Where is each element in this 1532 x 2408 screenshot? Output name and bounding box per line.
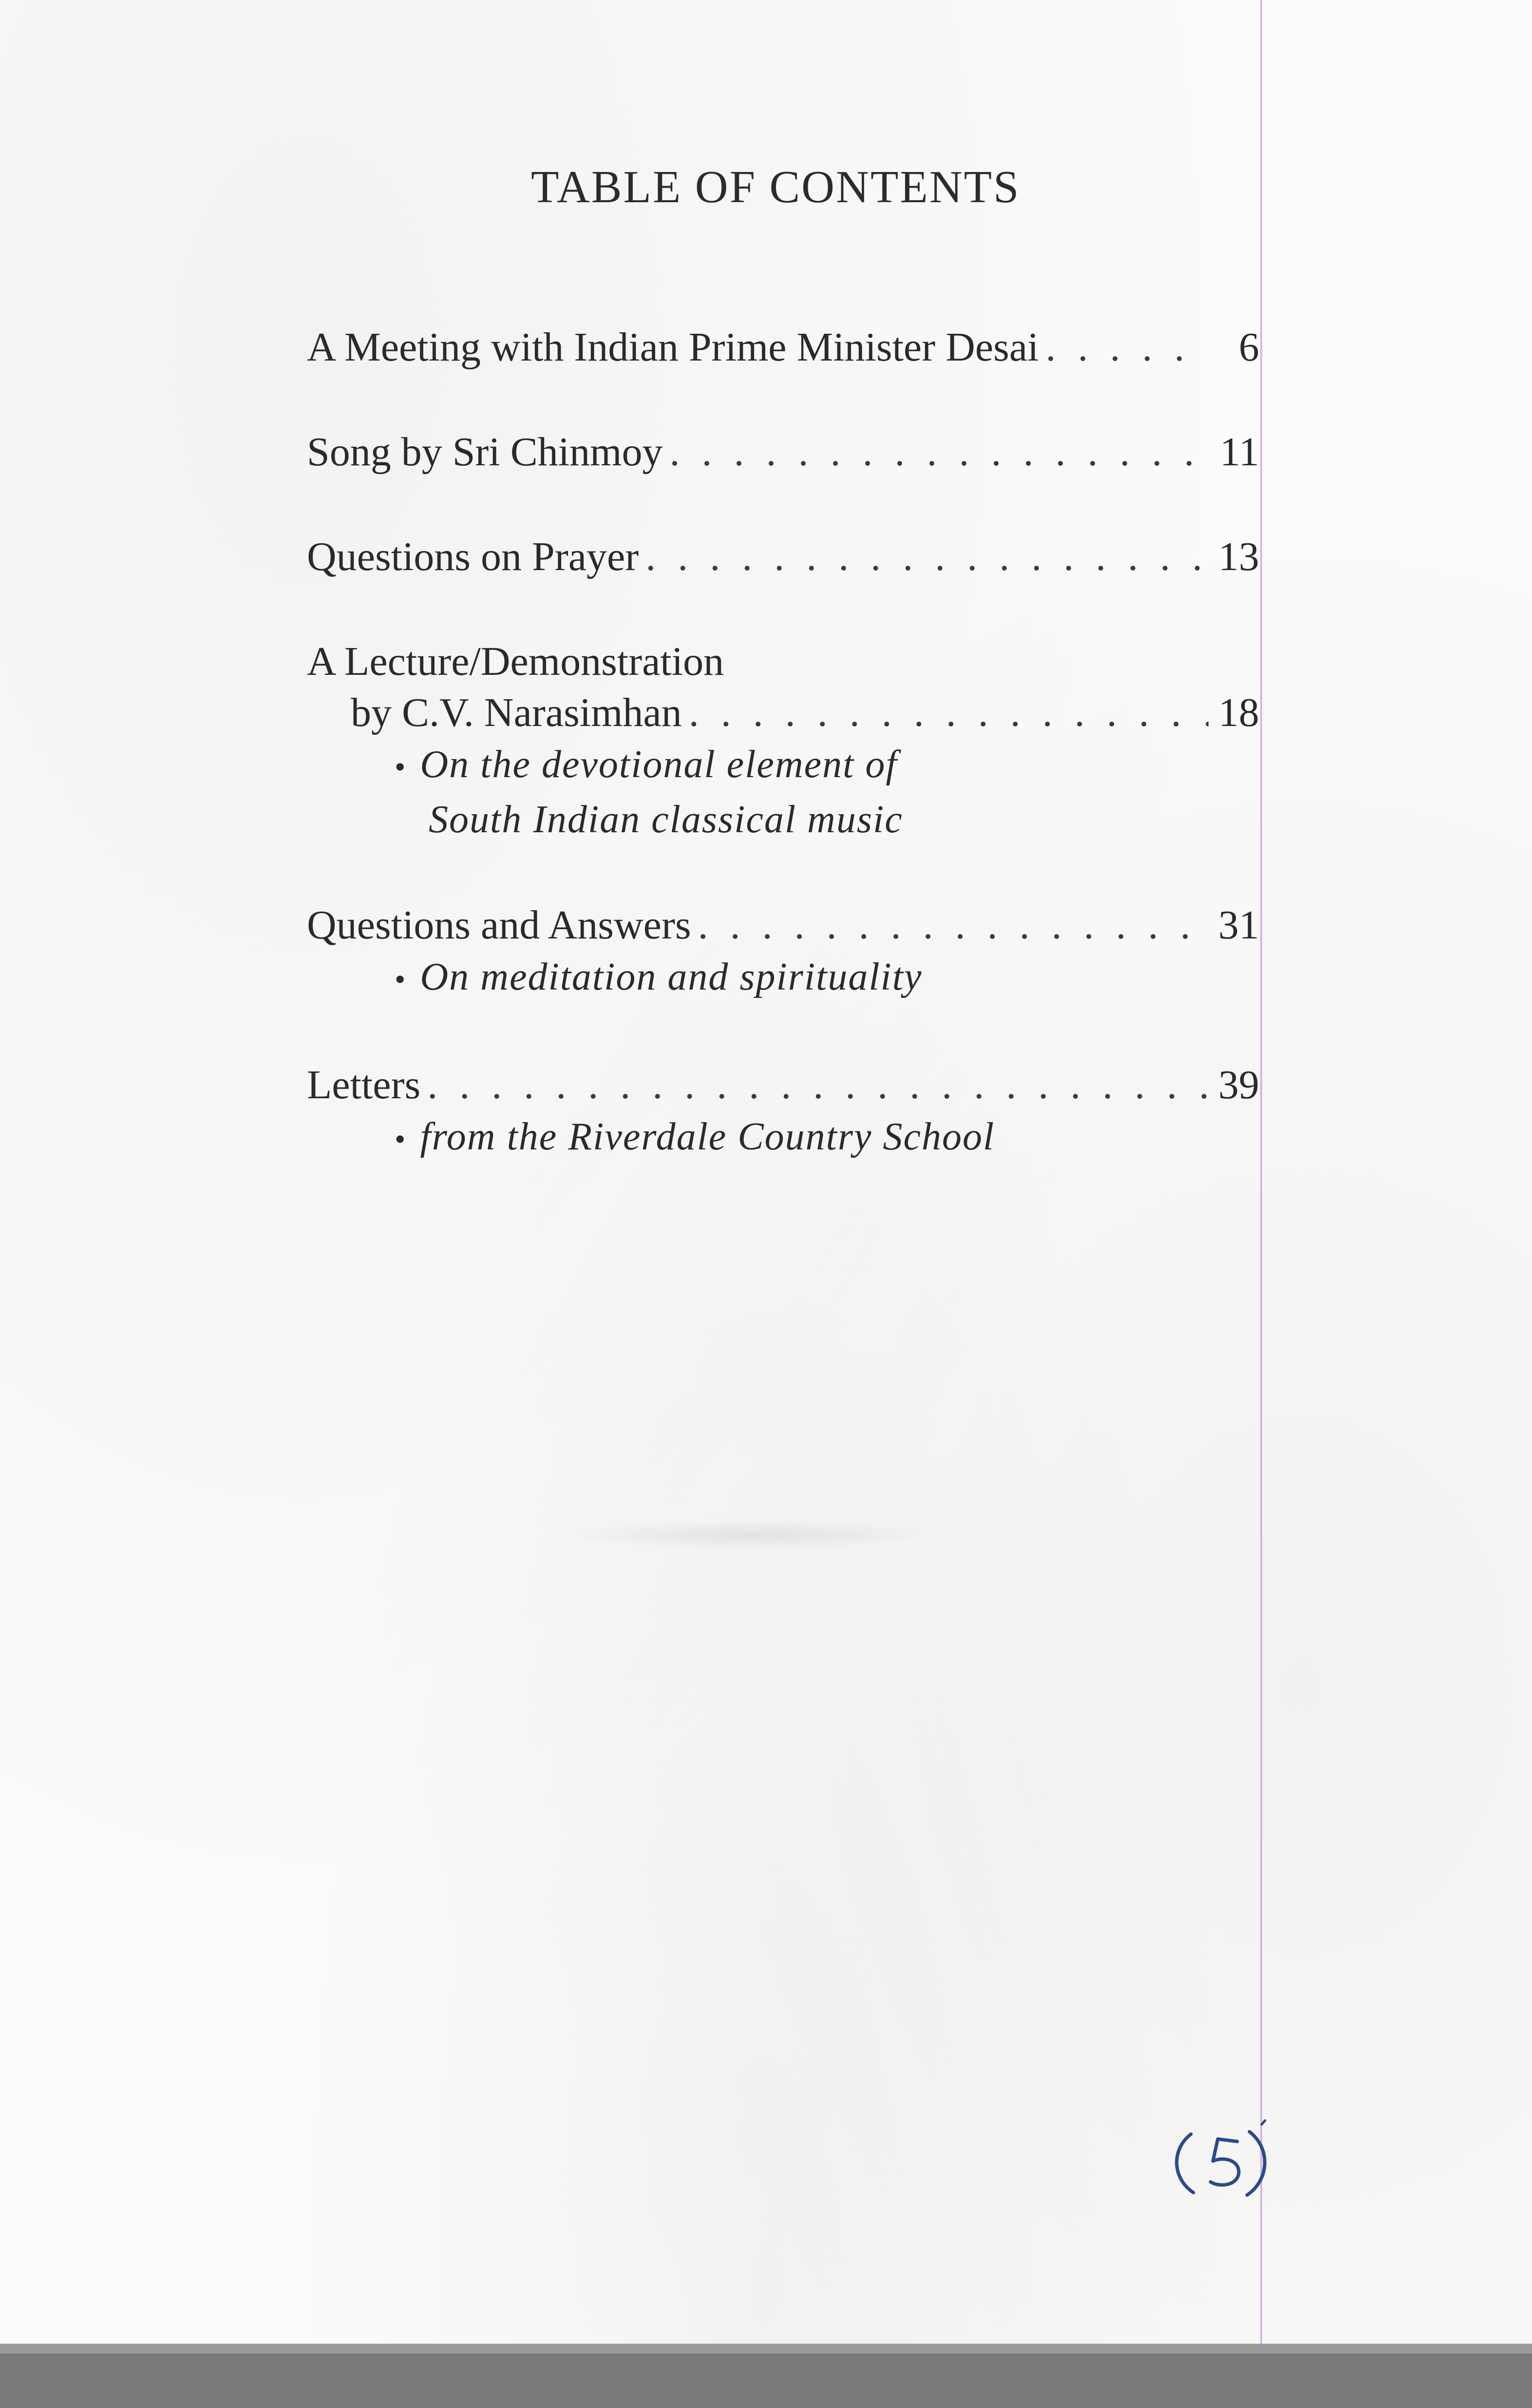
dot-leader bbox=[427, 1059, 1209, 1110]
toc-page-number: 31 bbox=[1218, 902, 1259, 948]
toc-entry-title: Questions and Answers bbox=[307, 902, 691, 948]
toc-entry-title-line1: A Lecture/Demonstration bbox=[307, 639, 724, 684]
toc-row bbox=[307, 531, 1259, 582]
toc-entry bbox=[307, 899, 1259, 1006]
dot-leader bbox=[698, 899, 1209, 951]
dot-leader bbox=[689, 687, 1209, 738]
toc-entry bbox=[307, 636, 1259, 846]
page-title: TABLE OF CONTENTS bbox=[531, 162, 1021, 212]
toc-entry bbox=[307, 426, 1259, 478]
bullet-icon: • bbox=[395, 1122, 407, 1156]
bullet-icon: • bbox=[395, 749, 407, 784]
toc-row bbox=[307, 899, 1259, 951]
toc-page-number: 18 bbox=[1218, 690, 1259, 735]
toc-page-number: 6 bbox=[1239, 325, 1259, 370]
toc-row bbox=[307, 426, 1259, 478]
subtitle-text: On meditation and spirituality bbox=[420, 956, 923, 998]
dot-leader bbox=[1045, 322, 1209, 373]
dot-leader bbox=[669, 426, 1209, 478]
toc-entry-title: Questions on Prayer bbox=[307, 534, 639, 579]
toc-row bbox=[307, 1059, 1259, 1110]
toc-entry-title: Song by Sri Chinmoy bbox=[307, 429, 663, 475]
toc-row bbox=[307, 687, 1259, 738]
margin-line bbox=[1260, 0, 1262, 2408]
toc-page-number: 11 bbox=[1220, 429, 1259, 475]
toc-entry-subtitle bbox=[307, 738, 1259, 793]
toc-entry bbox=[307, 322, 1259, 373]
toc-entry-title: by C.V. Narasimhan bbox=[351, 690, 682, 735]
toc-entry-title: Letters bbox=[307, 1062, 421, 1108]
scan-bottom-edge-highlight bbox=[0, 2344, 1532, 2353]
table-of-contents bbox=[307, 322, 1259, 1219]
subtitle-text: On the devotional element of bbox=[420, 743, 898, 786]
dot-leader bbox=[645, 531, 1209, 582]
toc-entry-subtitle-continued: South Indian classical music bbox=[429, 798, 903, 841]
toc-page-number: 13 bbox=[1218, 534, 1259, 579]
toc-entry-title: A Meeting with Indian Prime Minister Desai bbox=[307, 325, 1039, 370]
toc-entry-subtitle bbox=[307, 951, 1259, 1006]
handwritten-page-number bbox=[1162, 2115, 1288, 2202]
toc-page-number: 39 bbox=[1218, 1062, 1259, 1108]
toc-entry bbox=[307, 1059, 1259, 1166]
bullet-icon: • bbox=[395, 962, 407, 996]
paper-smudge bbox=[560, 1520, 940, 1549]
subtitle-text: from the Riverdale Country School bbox=[420, 1115, 995, 1158]
toc-entry-subtitle bbox=[307, 1110, 1259, 1166]
toc-entry bbox=[307, 531, 1259, 582]
toc-row bbox=[307, 322, 1259, 373]
